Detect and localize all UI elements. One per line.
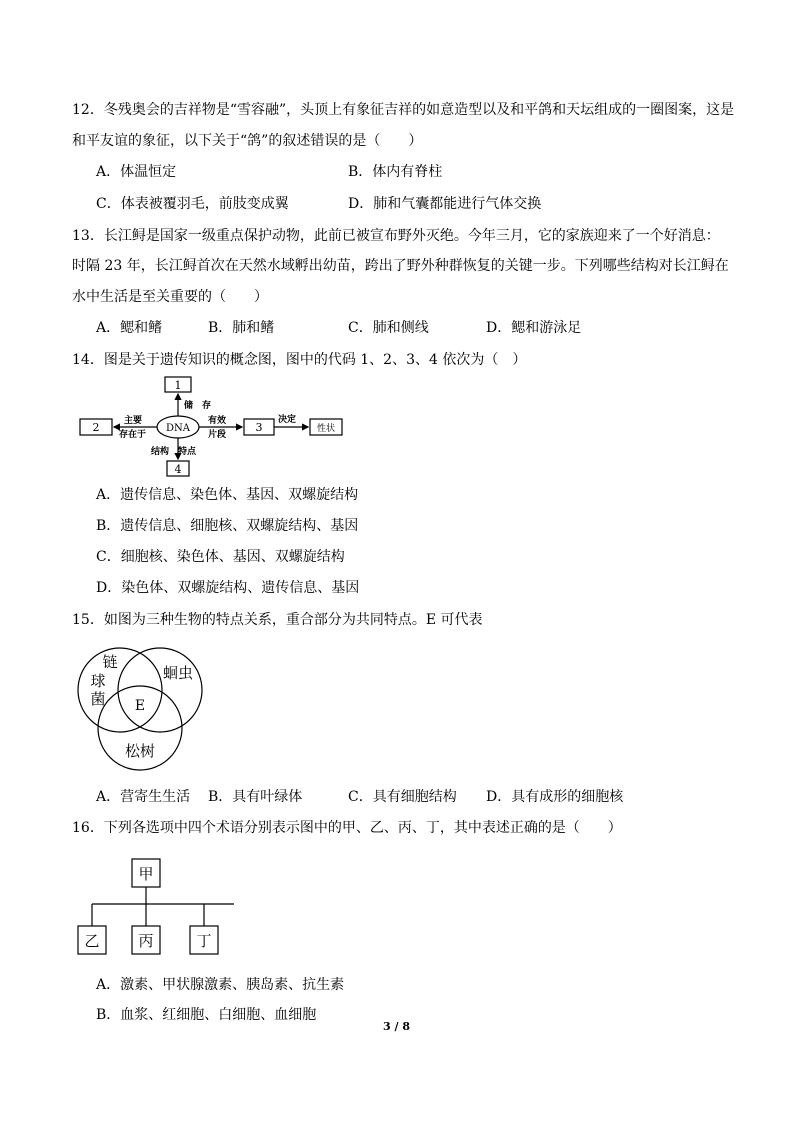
q14-box-4-label: 4 [174,463,182,476]
q13-stem-line3: 水中生活是至关重要的（ ） [72,289,268,305]
q13-option-d: D．鳃和游泳足 [486,320,582,336]
q16-option-a: A．激素、甲状腺激素、胰岛素、抗生素 [96,977,345,993]
q16-label-bing: 丙 [138,932,154,950]
q14-option-c: C．细胞核、染色体、基因、双螺旋结构 [96,549,345,565]
q14-box-2-label: 2 [92,421,100,434]
q12-stem-line1: 12．冬残奥会的吉祥物是“雪容融”，头顶上有象征吉祥的如意造型以及和平鸽和天坛组成的一圈图案，这是 [72,102,735,118]
q15-circle-roundworm [118,648,202,732]
q16-stem: 16．下列各选项中四个术语分别表示图中的甲、乙、丙、丁，其中表述正确的是（ ） [72,820,622,836]
q15-label-e: E [134,698,146,714]
q15-label-roundworm: 蛔虫 [162,664,194,682]
q14-trait-label: 性状 [316,424,336,434]
q13-option-b: B．肺和鳍 [208,320,275,336]
q14-option-d: D．染色体、双螺旋结构、遗传信息、基因 [96,580,360,596]
q12-option-b: B．体内有脊柱 [348,164,443,180]
q16-option-b: B．血浆、红细胞、白细胞、血细胞 [96,1007,317,1023]
q12-option-d: D．肺和气囊都能进行气体交换 [348,196,542,212]
q15-stem: 15．如图为三种生物的特点关系，重合部分为共同特点。E 可代表 [72,612,483,628]
q15-label-pine: 松树 [124,742,156,760]
q16-label-yi: 乙 [84,932,100,950]
q15-option-b: B．具有叶绿体 [208,789,303,805]
q13-option-a: A．鳃和鳍 [96,320,163,336]
q14-option-a: A．遗传信息、染色体、基因、双螺旋结构 [96,487,359,503]
q14-label-effective: 有效 [208,416,227,426]
q14-label-structure: 结构 特点 [151,447,197,457]
q14-stem: 14．图是关于遗传知识的概念图，图中的代码 1、2、3、4 依次为（ ） [72,352,527,368]
q15-label-qiu: 球 [90,672,106,690]
q14-label-store: 储 存 [184,401,212,411]
q15-venn-diagram [74,644,220,776]
q14-option-b: B．遗传信息、细胞核、双螺旋结构、基因 [96,518,359,534]
q14-label-segment: 片段 [208,430,227,440]
q14-label-exist: 存在于 [119,430,147,440]
q14-label-decide: 决定 [278,415,297,425]
q12-option-c: C．体表被覆羽毛，前肢变成翼 [96,196,289,212]
q13-option-c: C．肺和侧线 [348,320,429,336]
q14-dna-label: DNA [166,423,190,434]
q12-option-a: A．体温恒定 [96,164,177,180]
q13-stem-line1: 13．长江鲟是国家一级重点保护动物，此前已被宣布野外灭绝。今年三月，它的家族迎来了一个好消息： [72,228,720,244]
q15-option-d: D．具有成形的细胞核 [486,789,624,805]
q16-tree-diagram [74,856,236,966]
q13-stem-line2: 时隔 23 年，长江鲟首次在天然水域孵出幼苗，跨出了野外种群恢复的关键一步。下列哪些结构对长江鲟在 [72,258,729,274]
q16-label-ding: 丁 [196,932,212,950]
q15-option-a: A．营寄生生活 [96,789,191,805]
q14-concept-diagram [72,374,352,478]
q14-box-1-label: 1 [174,379,182,392]
q16-label-jia: 甲 [138,865,154,883]
q15-label-jun: 菌 [90,690,106,708]
q15-label-lian: 链 [102,653,118,671]
q14-box-3-label: 3 [255,421,263,434]
q15-option-c: C．具有细胞结构 [348,789,457,805]
q12-stem-line2: 和平友谊的象征，以下关于“鸽”的叙述错误的是（ ） [72,133,423,149]
page-number: 3 / 8 [383,1020,410,1033]
q14-label-main: 主要 [124,416,143,426]
